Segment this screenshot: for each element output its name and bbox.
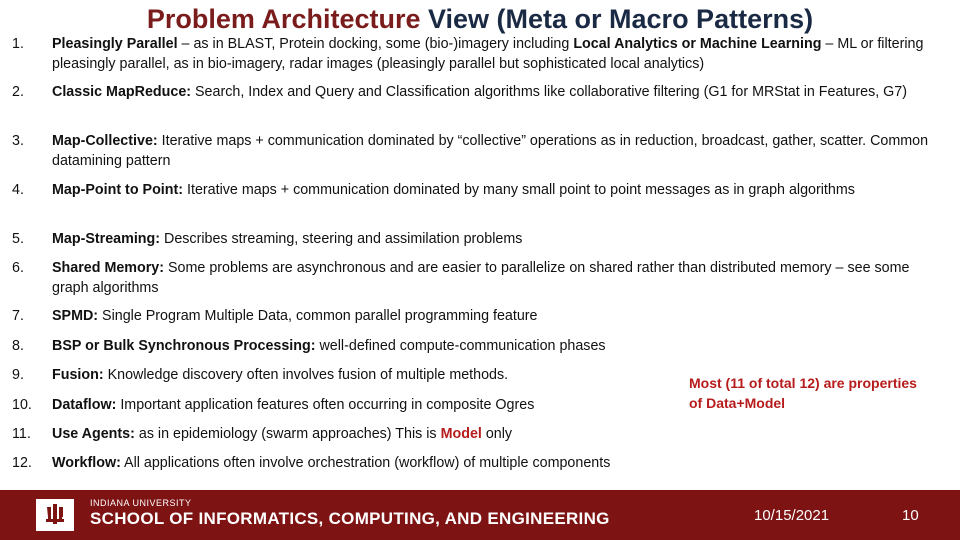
item-label: Workflow: — [52, 455, 121, 471]
title-accent: Problem Architecture — [146, 4, 421, 34]
slide-date: 10/15/2021 — [754, 507, 830, 524]
item-number: 11. — [12, 426, 31, 442]
list-item — [12, 365, 652, 385]
item-label: Map-Collective: — [52, 133, 158, 149]
item-text: Some problems are asynchronous and are easier to parallelize on shared rather than distributed memory – see some graph algorithms — [52, 260, 910, 296]
item-text: – as in BLAST, Protein docking, some (bio-)imagery including — [177, 36, 574, 52]
title-rest: View (Meta or Macro Patterns) — [420, 4, 814, 34]
list-item — [12, 229, 947, 249]
item-number: 8. — [12, 338, 24, 354]
item-label: BSP or Bulk Synchronous Processing: — [52, 338, 316, 354]
item-text: Single Program Multiple Data, common parallel programming feature — [98, 308, 538, 324]
list-item — [12, 306, 947, 326]
footer-bar — [0, 490, 960, 540]
item-text: Important application features often occurring in composite Ogres — [116, 397, 535, 413]
item-label-2: Local Analytics or Machine Learning — [573, 36, 822, 52]
item-text-2: only — [481, 426, 513, 442]
item-number: 10. — [12, 397, 32, 413]
item-text-2: – ML or filtering pleasingly parallel, as in bio-imagery, radar images (pleasingly parallel but sophisticated local analytics) — [52, 36, 924, 72]
item-text: Iterative maps + communication dominated by “collective” operations as in reduction, broadcast, gather, scatter. Common datamining pattern — [52, 133, 929, 169]
item-text: Search, Index and Query and Classification algorithms like collaborative filtering (G1 for MRStat in Features, G7) — [191, 84, 908, 100]
list-item — [12, 424, 947, 444]
university-wordmark — [90, 498, 610, 529]
item-text: Iterative maps + communication dominated by many small point to point messages as in graph algorithms — [183, 182, 855, 198]
item-text: Knowledge discovery often involves fusion of multiple methods. — [103, 367, 509, 383]
item-number: 7. — [12, 308, 24, 324]
item-text: well-defined compute-communication phases — [315, 338, 606, 354]
item-number: 4. — [12, 182, 24, 198]
model-highlight: Model — [440, 426, 482, 442]
item-text: as in epidemiology (swarm approaches) This is — [134, 426, 441, 442]
item-label: Dataflow: — [52, 397, 117, 413]
iu-trident-logo-icon — [36, 499, 74, 531]
item-label: Use Agents: — [52, 426, 135, 442]
item-text: Describes streaming, steering and assimilation problems — [160, 231, 523, 247]
list-item — [12, 395, 652, 415]
page-number: 10 — [902, 507, 919, 524]
list-item — [12, 180, 947, 200]
university-name: INDIANA UNIVERSITY — [90, 498, 192, 508]
item-number: 5. — [12, 231, 24, 247]
item-number: 6. — [12, 260, 24, 276]
item-text: All applications often involve orchestration (workflow) of multiple components — [120, 455, 611, 471]
item-number: 12. — [12, 455, 32, 471]
item-number: 3. — [12, 133, 24, 149]
item-label: SPMD: — [52, 308, 99, 324]
list-item — [12, 336, 947, 356]
item-label: Shared Memory: — [52, 260, 165, 276]
list-item — [12, 453, 947, 473]
list-item — [12, 258, 947, 298]
item-label: Pleasingly Parallel — [52, 36, 178, 52]
item-label: Classic MapReduce: — [52, 84, 192, 100]
item-label: Fusion: — [52, 367, 104, 383]
item-label: Map-Point to Point: — [52, 182, 184, 198]
item-number: 9. — [12, 367, 24, 383]
list-item — [12, 131, 947, 171]
properties-note: Most (11 of total 12) are properties of Data+Model — [689, 375, 917, 411]
slide-title — [0, 4, 960, 34]
item-number: 2. — [12, 84, 24, 100]
item-number: 1. — [12, 36, 24, 52]
item-label: Map-Streaming: — [52, 231, 161, 247]
school-name: SCHOOL OF INFORMATICS, COMPUTING, AND ENGINEERING — [90, 509, 610, 528]
list-item — [12, 82, 947, 102]
list-item — [12, 34, 947, 74]
